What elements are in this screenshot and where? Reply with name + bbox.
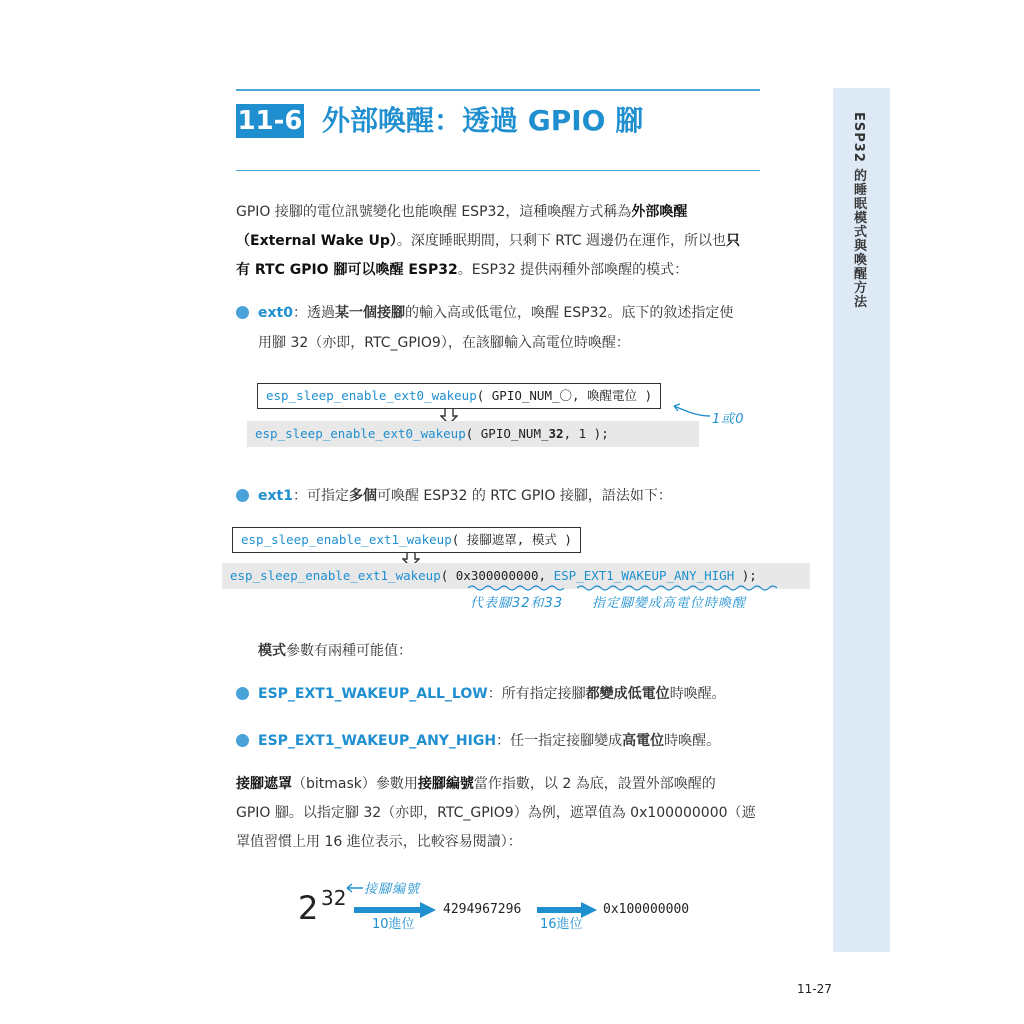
ext0-note: 1或0 — [712, 412, 745, 427]
chapter-sidebar — [833, 88, 890, 952]
ext0-note-arrow — [660, 400, 712, 420]
ext1-line-1: ext1：可指定多個可喚醒 ESP32 的 RTC GPIO 接腳，語法如下： — [258, 488, 672, 504]
ext0-code-generic: esp_sleep_enable_ext0_wakeup( GPIO_NUM_〇, 喚醒電位 ) — [257, 383, 661, 409]
bullet-icon — [236, 306, 249, 319]
bullet-icon — [236, 489, 249, 502]
mode-intro: 模式參數有兩種可能值： — [258, 643, 412, 659]
ext1-code-example: esp_sleep_enable_ext1_wakeup( 0x300000000, ESP_EXT1_WAKEUP_ANY_HIGH ); — [222, 563, 810, 589]
exponent-note: 接腳編號 — [364, 882, 421, 897]
bullet-icon — [236, 734, 249, 747]
wavy-underline — [468, 584, 564, 592]
ext0-line-2: 用腳 32（亦即，RTC_GPIO9），在該腳輸入高電位時喚醒： — [258, 335, 630, 351]
intro-line-2: （External Wake Up）。深度睡眠期間，只剩下 RTC 週邊仍在運作，所以也只 — [236, 233, 740, 249]
power-base: 2 — [298, 889, 319, 927]
hex-value: 0x100000000 — [603, 902, 690, 917]
mode-all-low: ESP_EXT1_WAKEUP_ALL_LOW：所有指定接腳都變成低電位時喚醒。 — [258, 686, 726, 702]
ext0-code-example: esp_sleep_enable_ext0_wakeup( GPIO_NUM_32, 1 ); — [247, 421, 699, 447]
header-top-rule — [236, 89, 760, 91]
power-exponent: 32 — [321, 886, 347, 910]
ext1-note-mask: 代表腳32和33 — [470, 596, 564, 611]
arrow-decimal-label: 10進位 — [372, 917, 415, 932]
intro-paragraph — [236, 198, 766, 285]
ext1-note-mode: 指定腳變成高電位時喚醒 — [592, 596, 747, 611]
ext1-code-generic: esp_sleep_enable_ext1_wakeup( 接腳遮罩, 模式 ) — [232, 527, 581, 553]
bitmask-line-3: 罩值習慣上用 16 進位表示，比較容易閱讀）： — [236, 834, 522, 850]
bitmask-line-1: 接腳遮罩（bitmask）參數用接腳編號當作指數，以 2 為底，設置外部喚醒的 — [236, 776, 716, 792]
bitmask-paragraph — [236, 770, 766, 857]
intro-line-1: GPIO 接腳的電位訊號變化也能喚醒 ESP32，這種喚醒方式稱為外部喚醒 — [236, 204, 688, 220]
exponent-note-arrow — [344, 882, 364, 894]
mode-any-high: ESP_EXT1_WAKEUP_ANY_HIGH：任一指定接腳變成高電位時喚醒。 — [258, 733, 721, 749]
bullet-icon — [236, 687, 249, 700]
intro-line-3: 有 RTC GPIO 腳可以喚醒 ESP32。ESP32 提供兩種外部喚醒的模式： — [236, 262, 689, 278]
page-number: 11-27 — [797, 982, 832, 996]
bitmask-line-2: GPIO 腳。以指定腳 32（亦即，RTC_GPIO9）為例，遮罩值為 0x100000000（遮 — [236, 805, 756, 821]
ext0-line-1: ext0：透過某一個接腳的輸入高或低電位，喚醒 ESP32。底下的敘述指定使 — [258, 305, 734, 321]
arrow-hex-label: 16進位 — [540, 917, 583, 932]
decimal-value: 4294967296 — [443, 902, 522, 917]
wavy-underline — [577, 584, 777, 592]
sidebar-label: ESP32 的睡眠模式與喚醒方法 — [851, 112, 866, 309]
header-bottom-rule — [236, 170, 760, 171]
section-title: 外部喚醒：透過 GPIO 腳 — [322, 104, 644, 137]
section-number: 11-6 — [237, 106, 303, 136]
